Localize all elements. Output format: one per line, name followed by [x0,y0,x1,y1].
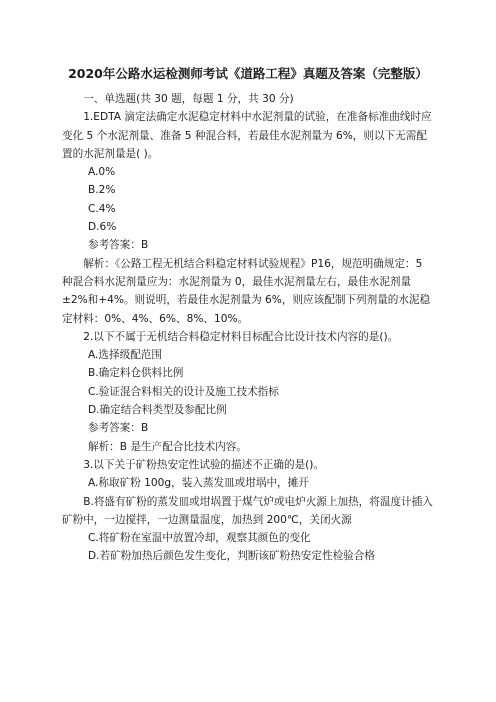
reference-answer: 参考答案：B [88,422,149,435]
question-option: B.确定料仓供料比例 [88,367,184,380]
answer-analysis: 解析：B 是生产配合比技术内容。 [88,440,247,453]
reference-answer: 参考答案：B [88,239,149,252]
question-stem: 2.以下不属于无机结合料稳定材料目标配合比设计技术内容的是()。 [83,330,399,343]
section-heading: 一、单选题(共 30 题，每题 1 分，共 30 分) [83,93,294,105]
document-body [62,90,434,566]
question-stem: 1.EDTA 滴定法确定水泥稳定材料中水泥剂量的试验，在准备标准曲线时应变化 5 个水泥剂量、准备 5 种混合料，若最佳水泥剂量为 6%，则以下无需配置的水泥剂量是( )。 [62,111,432,160]
document-title: 2020年公路水运检测师考试《道路工程》真题及答案（完整版） [68,66,428,81]
question-option: C.将矿粉在室温中放置冷却，观察其颜色的变化 [88,532,311,545]
question-option: D.6% [88,221,117,234]
answer-analysis: 解析：《公路工程无机结合料稳定材料试验规程》P16，规范明确规定：5 种混合料水泥剂量应为：水泥剂量为 0，最佳水泥剂量左右，最佳水泥剂量±2%和+4%。则说明，若最佳水泥剂量为 6%，则应该配制下列剂量的水泥稳定材料：0%、4%、6%、8%、10%。 [62,257,431,325]
question-option: D.确定结合料类型及参配比例 [88,404,227,417]
question-option: D.若矿粉加热后颜色发生变化，判断该矿粉热安定性检验合格 [88,550,375,563]
question-option: B.2% [88,184,116,197]
question-stem: 3.以下关于矿粉热安定性试验的描述不正确的是()。 [83,458,325,471]
question-option: A.选择级配范围 [88,349,162,362]
question-option: B.将盛有矿粉的蒸发皿或坩埚置于煤气炉或电炉火源上加热，将温度计插入矿粉中，一边搅拌，一边测量温度，加热到 200℃，关闭火源 [62,495,433,526]
question-option: A.称取矿粉 100g，装入蒸发皿或坩埚中，摊开 [88,477,309,490]
question-option: A.0% [88,166,116,179]
question-option: C.4% [88,202,116,215]
question-option: C.验证混合料相关的设计及施工技术指标 [88,385,279,398]
